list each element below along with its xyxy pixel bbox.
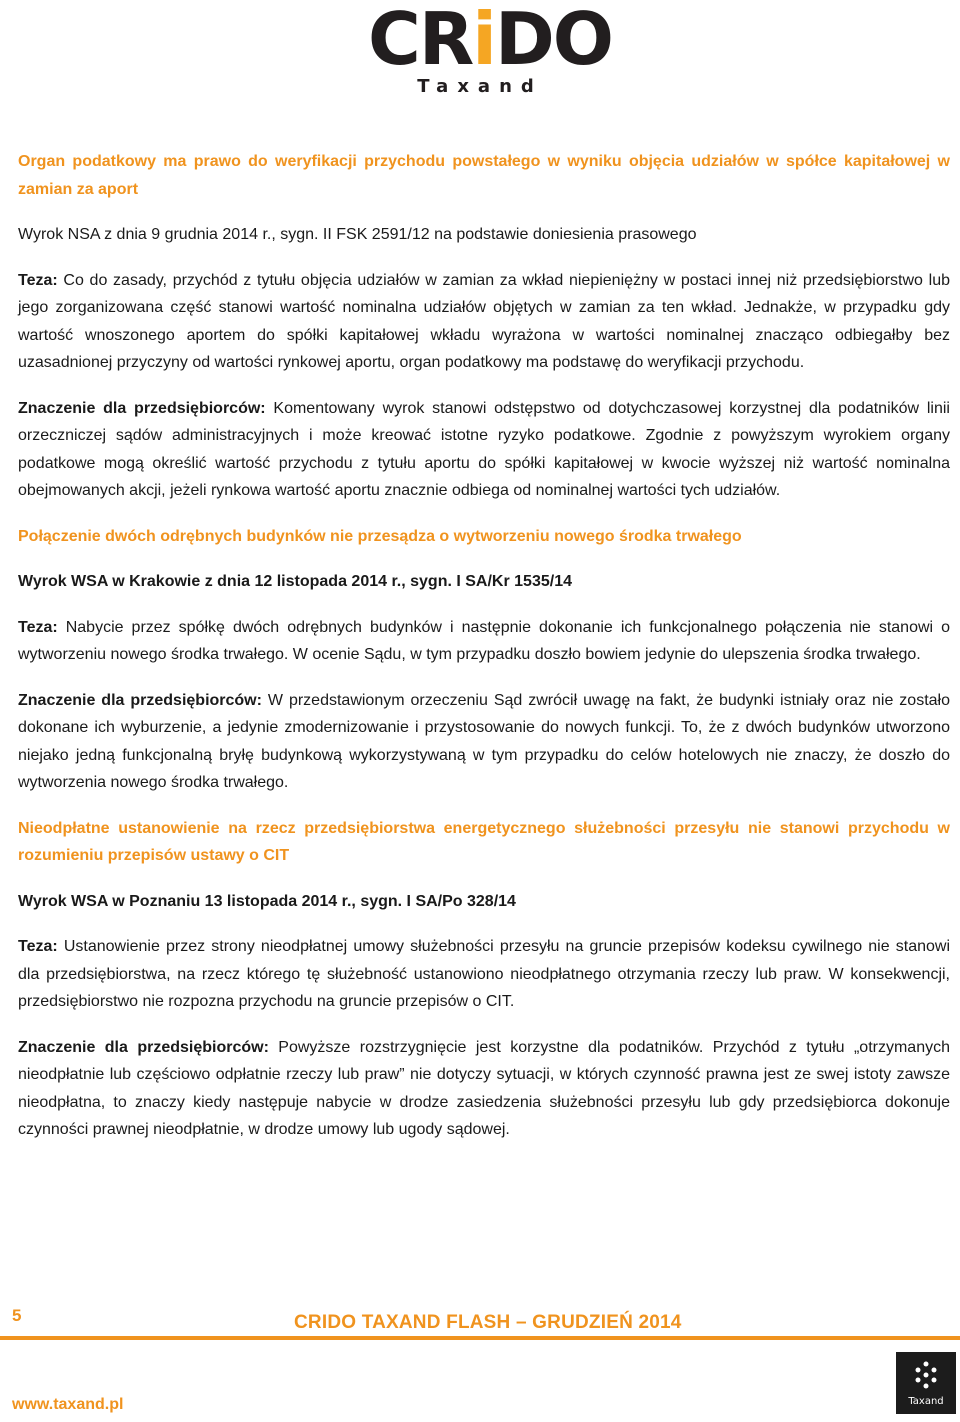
footer-url-link[interactable]: www.taxand.pl xyxy=(12,1396,124,1413)
teza-text: Ustanowienie przez strony nieodpłatnej umowy służebności przesyłu na gruncie przepisów kodeksu cywilnego nie stanowi dla przedsiębiorstwa, na rzecz którego tę służebność ustanowiono nieodpłatnego otrzymania rzeczy lub praw. W konsekwencji, przedsiębiorstwo nie rozpozna przychodu na gruncie przepisów o CIT. xyxy=(18,938,950,1010)
taxand-badge-label: Taxand xyxy=(908,1396,944,1407)
logo-word-part2: DO xyxy=(494,0,612,81)
section-3-heading: Nieodpłatne ustanowienie na rzecz przedsiębiorstwa energetycznego służebności przesyłu nie stanowi przychodu w rozumieniu przepisów ustawy o CIT xyxy=(18,819,950,864)
znaczenie-label: Znaczenie dla przedsiębiorców: xyxy=(18,691,262,709)
crido-logo xyxy=(368,0,612,102)
logo-word-part1: CR xyxy=(368,0,473,81)
article-content xyxy=(18,148,950,1144)
teza-label: Teza: xyxy=(18,271,58,289)
teza-text: Co do zasady, przychód z tytułu objęcia udziałów w zamian za wkład niepieniężny w postaci innej niż przedsiębiorstwo lub jego zorganizowana część stanowi wartość nominalna udziałów objętych w zamian za ten wkład. Jednakże, w przypadku gdy wartość wnoszonego aportem do spółki kapitałowej wkładu wyrażona w wartości nominalnej znacząco odbiegałby bez uzasadnionej przyczyny od wartości rynkowej aportu, organ podatkowy ma podstawę do weryfikacji przychodu. xyxy=(18,271,950,371)
teza-text: Nabycie przez spółkę dwóch odrębnych budynków i następnie dokonanie ich funkcjonalnego połączenia nie stanowi o wytworzeniu nowego środka trwałego. W ocenie Sądu, w tym przypadku doszło bowiem jedynie do ulepszenia środka trwałego. xyxy=(18,618,950,663)
section-1-teza xyxy=(18,267,950,377)
taxand-dots-icon xyxy=(912,1360,940,1390)
section-1-ruling: Wyrok NSA z dnia 9 grudnia 2014 r., sygn. II FSK 2591/12 na podstawie doniesienia prasowego xyxy=(18,226,697,243)
section-3-teza xyxy=(18,933,950,1016)
page-number: 5 xyxy=(12,1306,22,1325)
section-3-ruling: Wyrok WSA w Poznaniu 13 listopada 2014 r., sygn. I SA/Po 328/14 xyxy=(18,892,516,910)
znaczenie-text: Powyższe rozstrzygnięcie jest korzystne dla podatników. Przychód z tytułu „otrzymanych nieodpłatnie lub częściowo odpłatnie rzeczy lub praw” nie dotyczy sytuacji, w których czynność prawna jest ze swej istoty zawsze nieodpłatna, to znaczy kiedy następuje nabycie w drodze zasiedzenia służebności przesyłu lub gdy przedsiębiorca dokonuje czynności prawnej nieodpłatnie, w drodze umowy lub ugody sądowej. xyxy=(18,1038,950,1138)
znaczenie-text: Komentowany wyrok stanowi odstępstwo od dotychczasowej korzystnej dla podatników linii orzeczniczej sądów administracyjnych i może kreować istotne ryzyko podatkowe. Zgodnie z powyższym wyrokiem organy podatkowe mogą określić wartość przychodu z tytułu aportu do spółki kapitałowej w kwocie wyższej niż wartość nominalna obejmowanych akcji, jeżeli rynkowa wartość aportu znacznie odbiega od nominalnej wartości tych udziałów. xyxy=(18,399,950,499)
znaczenie-text: W przedstawionym orzeczeniu Sąd zwrócił uwagę na fakt, że budynki istniały oraz nie zostało dokonane ich wyburzenie, a jedynie zmodernizowanie i przystosowanie do nowych funkcji. To, że z dwóch budynków utworzono niejako jedną funkcjonalną bryłę budynkową wykorzystywaną w tym przypadku do celów hotelowych nie znaczy, że doszło do wytworzenia nowego środka trwałego. xyxy=(18,691,950,791)
logo-wordmark xyxy=(368,0,612,81)
taxand-badge xyxy=(896,1352,956,1414)
footer-title: CRIDO TAXAND FLASH – GRUDZIEŃ 2014 xyxy=(294,1312,682,1333)
footer-divider xyxy=(0,1336,960,1340)
logo-subtitle: Taxand xyxy=(417,76,543,97)
znaczenie-label: Znaczenie dla przedsiębiorców: xyxy=(18,1038,269,1056)
section-1-znaczenie xyxy=(18,395,950,505)
section-3-znaczenie xyxy=(18,1034,950,1144)
section-2-znaczenie xyxy=(18,687,950,797)
logo-word-accent: i xyxy=(472,0,495,81)
section-1-heading: Organ podatkowy ma prawo do weryfikacji przychodu powstałego w wyniku objęcia udziałów w spółce kapitałowej w zamian za aport xyxy=(18,153,950,198)
section-2-heading: Połączenie dwóch odrębnych budynków nie przesądza o wytworzeniu nowego środka trwałego xyxy=(18,527,742,545)
znaczenie-label: Znaczenie dla przedsiębiorców: xyxy=(18,399,266,417)
teza-label: Teza: xyxy=(18,618,58,636)
section-2-teza xyxy=(18,614,950,669)
section-2-ruling: Wyrok WSA w Krakowie z dnia 12 listopada 2014 r., sygn. I SA/Kr 1535/14 xyxy=(18,573,572,590)
teza-label: Teza: xyxy=(18,938,58,955)
